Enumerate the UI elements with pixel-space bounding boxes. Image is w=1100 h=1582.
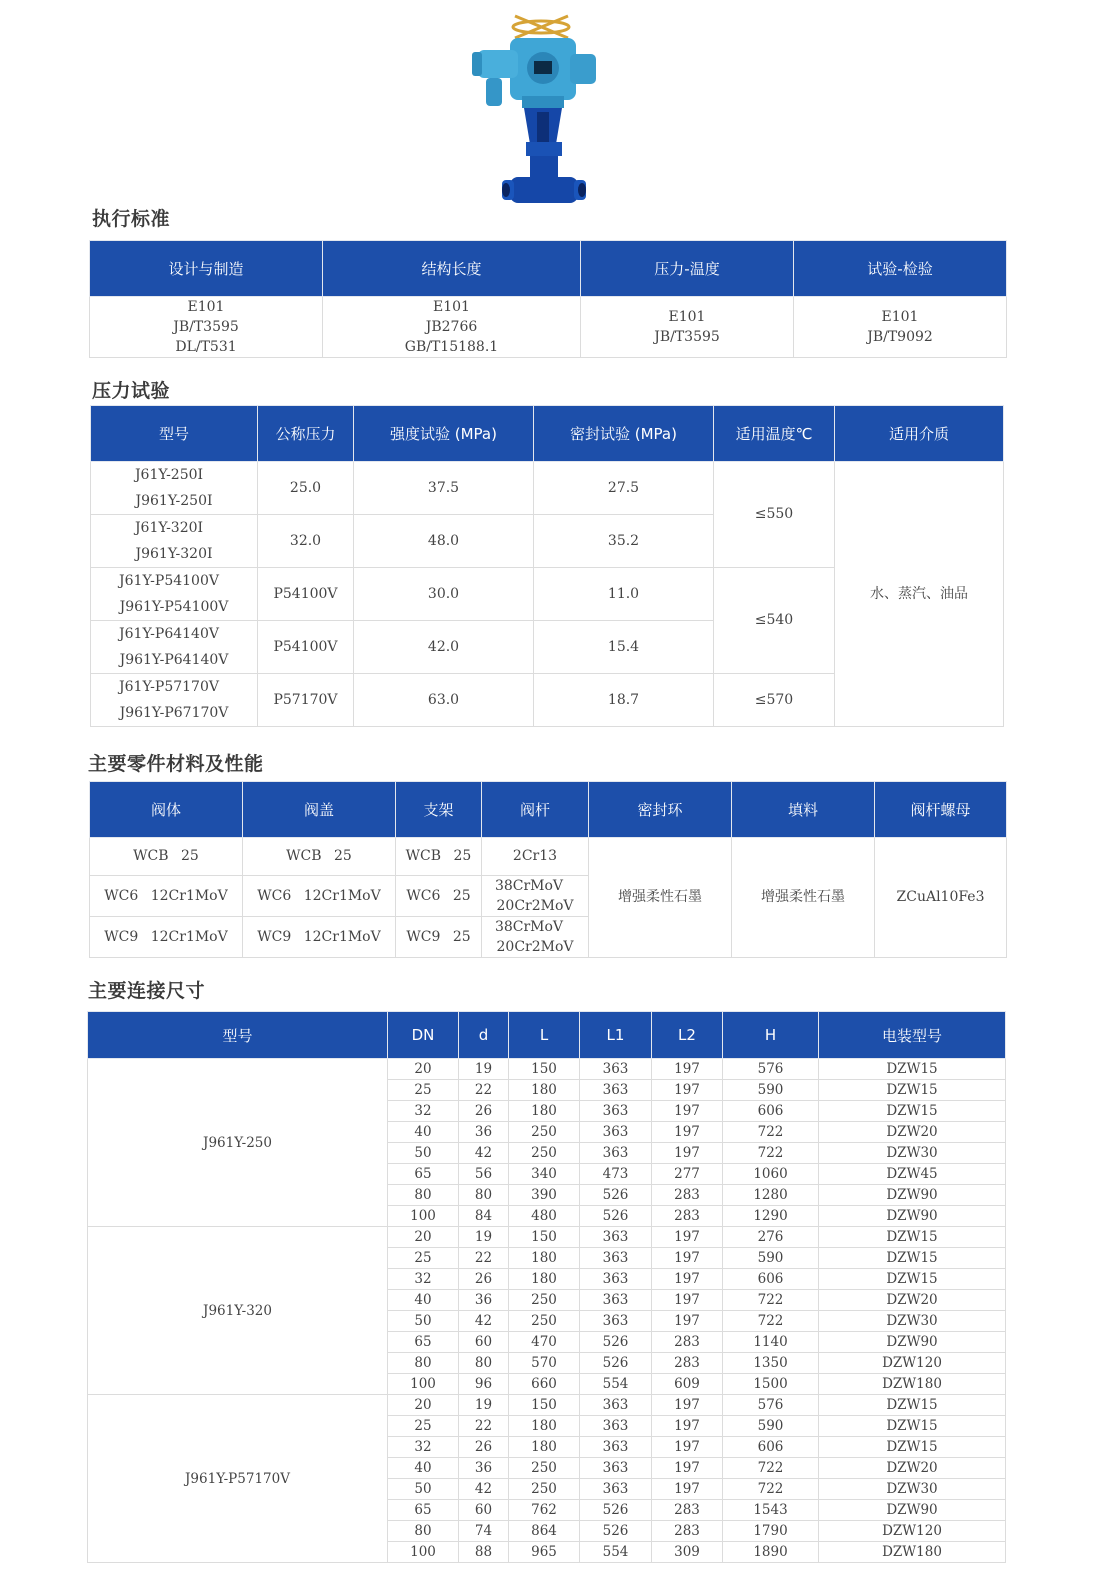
header-pressure-temperature: 压力-温度 xyxy=(581,241,794,297)
l-value: 480 xyxy=(509,1206,580,1227)
l1-value: 363 xyxy=(580,1080,652,1101)
model-name: J61Y-250I xyxy=(134,467,204,483)
stem-material-cell xyxy=(482,876,589,917)
standard-code: JB2766 xyxy=(425,319,478,335)
packing-material: 增强柔性石墨 xyxy=(732,838,875,958)
model-cell xyxy=(91,462,258,515)
header-dn: DN xyxy=(388,1012,459,1059)
h-value: 1290 xyxy=(723,1206,819,1227)
l-value: 180 xyxy=(509,1248,580,1269)
h-value: 1280 xyxy=(723,1185,819,1206)
standard-code: E101 xyxy=(881,309,919,325)
header-strength-test: 强度试验 (MPa) xyxy=(354,406,534,462)
header-actuator-model: 电装型号 xyxy=(819,1012,1006,1059)
d-value: 96 xyxy=(459,1374,509,1395)
l2-value: 309 xyxy=(652,1542,723,1563)
nominal-pressure: P54100V xyxy=(258,568,354,621)
standards-section-title: 执行标准 xyxy=(92,208,171,230)
dn-value: 80 xyxy=(388,1185,459,1206)
h-value: 1890 xyxy=(723,1542,819,1563)
actuator-model: DZW120 xyxy=(819,1353,1006,1374)
l1-value: 526 xyxy=(580,1521,652,1542)
l1-value: 363 xyxy=(580,1143,652,1164)
l2-value: 277 xyxy=(652,1164,723,1185)
temperature-value: ≤570 xyxy=(714,674,835,727)
materials-table xyxy=(89,781,1007,958)
strength-value: 48.0 xyxy=(354,515,534,568)
l2-value: 197 xyxy=(652,1290,723,1311)
d-value: 80 xyxy=(459,1353,509,1374)
h-value: 606 xyxy=(723,1101,819,1122)
l-value: 390 xyxy=(509,1185,580,1206)
nominal-pressure: 32.0 xyxy=(258,515,354,568)
l2-value: 197 xyxy=(652,1395,723,1416)
l1-value: 554 xyxy=(580,1374,652,1395)
d-value: 26 xyxy=(459,1101,509,1122)
l-value: 864 xyxy=(509,1521,580,1542)
actuator-model: DZW15 xyxy=(819,1437,1006,1458)
model-name: J61Y-P64140V xyxy=(119,626,219,642)
l1-value: 526 xyxy=(580,1500,652,1521)
model-cell xyxy=(91,674,258,727)
h-value: 722 xyxy=(723,1458,819,1479)
l-value: 150 xyxy=(509,1227,580,1248)
l-value: 762 xyxy=(509,1500,580,1521)
actuator-model: DZW20 xyxy=(819,1458,1006,1479)
l1-value: 526 xyxy=(580,1332,652,1353)
dn-value: 50 xyxy=(388,1311,459,1332)
strength-value: 63.0 xyxy=(354,674,534,727)
header-temperature: 适用温度℃ xyxy=(714,406,835,462)
l1-value: 363 xyxy=(580,1290,652,1311)
d-value: 60 xyxy=(459,1500,509,1521)
l1-value: 363 xyxy=(580,1269,652,1290)
dn-value: 40 xyxy=(388,1290,459,1311)
h-value: 606 xyxy=(723,1437,819,1458)
dimensions-section-title: 主要连接尺寸 xyxy=(88,980,206,1002)
l-value: 180 xyxy=(509,1269,580,1290)
medium-value: 水、蒸汽、油品 xyxy=(835,462,1004,727)
l2-value: 197 xyxy=(652,1311,723,1332)
model-name: J61Y-320I xyxy=(134,520,204,536)
l1-value: 473 xyxy=(580,1164,652,1185)
dn-value: 100 xyxy=(388,1206,459,1227)
nominal-pressure: P54100V xyxy=(258,621,354,674)
header-bonnet: 阀盖 xyxy=(243,782,396,838)
h-value: 722 xyxy=(723,1479,819,1500)
l1-value: 526 xyxy=(580,1353,652,1374)
seal-value: 18.7 xyxy=(534,674,714,727)
actuator-model: DZW90 xyxy=(819,1332,1006,1353)
seal-value: 11.0 xyxy=(534,568,714,621)
d-value: 36 xyxy=(459,1290,509,1311)
header-design-manufacture: 设计与制造 xyxy=(90,241,323,297)
l-value: 470 xyxy=(509,1332,580,1353)
d-value: 42 xyxy=(459,1143,509,1164)
l1-value: 363 xyxy=(580,1101,652,1122)
standards-table xyxy=(89,240,1007,358)
l-value: 250 xyxy=(509,1479,580,1500)
temperature-value: ≤540 xyxy=(714,568,835,674)
model-name: J961Y-250I xyxy=(135,493,213,509)
d-value: 42 xyxy=(459,1479,509,1500)
standards-cell xyxy=(581,297,794,358)
l-value: 180 xyxy=(509,1101,580,1122)
l1-value: 363 xyxy=(580,1248,652,1269)
h-value: 276 xyxy=(723,1227,819,1248)
dn-value: 40 xyxy=(388,1122,459,1143)
dn-value: 32 xyxy=(388,1437,459,1458)
header-seal-ring: 密封环 xyxy=(589,782,732,838)
d-value: 22 xyxy=(459,1080,509,1101)
actuator-model: DZW15 xyxy=(819,1227,1006,1248)
actuator-model: DZW180 xyxy=(819,1542,1006,1563)
dn-value: 25 xyxy=(388,1080,459,1101)
l-value: 250 xyxy=(509,1311,580,1332)
actuator-model: DZW180 xyxy=(819,1374,1006,1395)
bonnet-material: WC9 12Cr1MoV xyxy=(243,917,396,958)
h-value: 590 xyxy=(723,1080,819,1101)
l1-value: 363 xyxy=(580,1122,652,1143)
h-value: 722 xyxy=(723,1290,819,1311)
standard-code: E101 xyxy=(187,299,225,315)
dimensions-body xyxy=(88,1059,1006,1563)
dn-value: 25 xyxy=(388,1248,459,1269)
dn-value: 20 xyxy=(388,1059,459,1080)
model-name: J961Y-250 xyxy=(88,1059,388,1227)
header-medium: 适用介质 xyxy=(835,406,1004,462)
dn-value: 100 xyxy=(388,1374,459,1395)
actuator-model: DZW15 xyxy=(819,1080,1006,1101)
h-value: 576 xyxy=(723,1395,819,1416)
l-value: 250 xyxy=(509,1458,580,1479)
actuator-model: DZW15 xyxy=(819,1395,1006,1416)
h-value: 1140 xyxy=(723,1332,819,1353)
l2-value: 197 xyxy=(652,1143,723,1164)
standards-cell xyxy=(90,297,323,358)
table-row xyxy=(91,462,1004,515)
l-value: 250 xyxy=(509,1143,580,1164)
header-structure-length: 结构长度 xyxy=(323,241,581,297)
actuator-model: DZW15 xyxy=(819,1269,1006,1290)
l-value: 250 xyxy=(509,1290,580,1311)
l1-value: 363 xyxy=(580,1395,652,1416)
standard-code: JB/T3595 xyxy=(654,329,720,345)
actuator-model: DZW15 xyxy=(819,1059,1006,1080)
l-value: 965 xyxy=(509,1542,580,1563)
dn-value: 65 xyxy=(388,1164,459,1185)
l2-value: 197 xyxy=(652,1122,723,1143)
actuator-model: DZW20 xyxy=(819,1290,1006,1311)
body-material: WCB 25 xyxy=(90,838,243,876)
actuator-model: DZW30 xyxy=(819,1479,1006,1500)
model-name: J961Y-P64140V xyxy=(119,652,229,668)
header-l2: L2 xyxy=(652,1012,723,1059)
d-value: 88 xyxy=(459,1542,509,1563)
l2-value: 197 xyxy=(652,1101,723,1122)
dimensions-table xyxy=(87,1011,1006,1563)
actuator-model: DZW90 xyxy=(819,1206,1006,1227)
standards-cell xyxy=(794,297,1007,358)
l1-value: 363 xyxy=(580,1416,652,1437)
h-value: 1543 xyxy=(723,1500,819,1521)
l-value: 660 xyxy=(509,1374,580,1395)
materials-section-title: 主要零件材料及性能 xyxy=(88,753,264,775)
model-name: J961Y-P54100V xyxy=(119,599,229,615)
d-value: 26 xyxy=(459,1437,509,1458)
actuator-model: DZW90 xyxy=(819,1500,1006,1521)
l1-value: 363 xyxy=(580,1311,652,1332)
l-value: 150 xyxy=(509,1059,580,1080)
nominal-pressure: P57170V xyxy=(258,674,354,727)
temperature-value: ≤550 xyxy=(714,462,835,568)
seal-value: 35.2 xyxy=(534,515,714,568)
l2-value: 197 xyxy=(652,1269,723,1290)
h-value: 1500 xyxy=(723,1374,819,1395)
l2-value: 283 xyxy=(652,1185,723,1206)
d-value: 36 xyxy=(459,1122,509,1143)
body-material: WC9 12Cr1MoV xyxy=(90,917,243,958)
actuator-model: DZW30 xyxy=(819,1143,1006,1164)
stem-material: 38CrMoV xyxy=(494,919,564,935)
d-value: 60 xyxy=(459,1332,509,1353)
l2-value: 197 xyxy=(652,1248,723,1269)
strength-value: 30.0 xyxy=(354,568,534,621)
actuator-model: DZW90 xyxy=(819,1185,1006,1206)
strength-value: 37.5 xyxy=(354,462,534,515)
actuator-model: DZW20 xyxy=(819,1122,1006,1143)
d-value: 19 xyxy=(459,1395,509,1416)
stem-material: 20Cr2MoV xyxy=(496,898,574,914)
actuator-model: DZW45 xyxy=(819,1164,1006,1185)
l1-value: 363 xyxy=(580,1458,652,1479)
d-value: 19 xyxy=(459,1227,509,1248)
l2-value: 197 xyxy=(652,1080,723,1101)
d-value: 56 xyxy=(459,1164,509,1185)
model-name: J61Y-P54100V xyxy=(119,573,219,589)
strength-value: 42.0 xyxy=(354,621,534,674)
h-value: 590 xyxy=(723,1416,819,1437)
h-value: 590 xyxy=(723,1248,819,1269)
table-row xyxy=(90,838,1007,876)
bonnet-material: WC6 12Cr1MoV xyxy=(243,876,396,917)
l2-value: 283 xyxy=(652,1500,723,1521)
seal-ring-material: 增强柔性石墨 xyxy=(589,838,732,958)
stem-material-cell xyxy=(482,917,589,958)
model-name: J961Y-320 xyxy=(88,1227,388,1395)
bonnet-material: WCB 25 xyxy=(243,838,396,876)
model-name: J961Y-320I xyxy=(135,546,213,562)
stem-material: 2Cr13 xyxy=(482,838,589,876)
dn-value: 32 xyxy=(388,1101,459,1122)
l-value: 180 xyxy=(509,1437,580,1458)
nominal-pressure: 25.0 xyxy=(258,462,354,515)
l2-value: 197 xyxy=(652,1458,723,1479)
stem-material: 20Cr2MoV xyxy=(496,939,574,955)
actuator-model: DZW15 xyxy=(819,1248,1006,1269)
l1-value: 554 xyxy=(580,1542,652,1563)
dn-value: 20 xyxy=(388,1227,459,1248)
model-name: J961Y-P57170V xyxy=(88,1395,388,1563)
l2-value: 197 xyxy=(652,1227,723,1248)
dn-value: 40 xyxy=(388,1458,459,1479)
h-value: 722 xyxy=(723,1143,819,1164)
d-value: 22 xyxy=(459,1416,509,1437)
actuator-model: DZW120 xyxy=(819,1521,1006,1542)
h-value: 576 xyxy=(723,1059,819,1080)
standard-code: E101 xyxy=(433,299,470,315)
dn-value: 80 xyxy=(388,1353,459,1374)
h-value: 1790 xyxy=(723,1521,819,1542)
dn-value: 100 xyxy=(388,1542,459,1563)
yoke-material: WC9 25 xyxy=(396,917,482,958)
l2-value: 283 xyxy=(652,1521,723,1542)
l2-value: 283 xyxy=(652,1332,723,1353)
header-model: 型号 xyxy=(88,1012,388,1059)
l-value: 180 xyxy=(509,1416,580,1437)
d-value: 19 xyxy=(459,1059,509,1080)
header-model: 型号 xyxy=(91,406,258,462)
model-name: J961Y-P67170V xyxy=(119,705,229,721)
actuator-model: DZW15 xyxy=(819,1416,1006,1437)
l2-value: 609 xyxy=(652,1374,723,1395)
header-l: L xyxy=(509,1012,580,1059)
header-nominal-pressure: 公称压力 xyxy=(258,406,354,462)
model-cell xyxy=(91,621,258,674)
l2-value: 197 xyxy=(652,1416,723,1437)
header-body: 阀体 xyxy=(90,782,243,838)
seal-value: 27.5 xyxy=(534,462,714,515)
d-value: 36 xyxy=(459,1458,509,1479)
table-row xyxy=(88,1395,1006,1416)
table-row xyxy=(88,1227,1006,1248)
d-value: 26 xyxy=(459,1269,509,1290)
l2-value: 197 xyxy=(652,1059,723,1080)
dn-value: 50 xyxy=(388,1479,459,1500)
l1-value: 526 xyxy=(580,1206,652,1227)
l-value: 570 xyxy=(509,1353,580,1374)
pressure-table xyxy=(90,405,1004,727)
dn-value: 80 xyxy=(388,1521,459,1542)
l-value: 340 xyxy=(509,1164,580,1185)
h-value: 606 xyxy=(723,1269,819,1290)
standard-code: DL/T531 xyxy=(175,339,237,355)
l2-value: 283 xyxy=(652,1206,723,1227)
model-cell xyxy=(91,515,258,568)
model-cell xyxy=(91,568,258,621)
l2-value: 283 xyxy=(652,1353,723,1374)
yoke-material: WCB 25 xyxy=(396,838,482,876)
l1-value: 363 xyxy=(580,1437,652,1458)
l1-value: 363 xyxy=(580,1479,652,1500)
header-l1: L1 xyxy=(580,1012,652,1059)
dn-value: 25 xyxy=(388,1416,459,1437)
body-material: WC6 12Cr1MoV xyxy=(90,876,243,917)
header-d: d xyxy=(459,1012,509,1059)
yoke-material: WC6 25 xyxy=(396,876,482,917)
dn-value: 50 xyxy=(388,1143,459,1164)
header-h: H xyxy=(723,1012,819,1059)
seal-value: 15.4 xyxy=(534,621,714,674)
header-stem-nut: 阀杆螺母 xyxy=(875,782,1007,838)
l-value: 150 xyxy=(509,1395,580,1416)
table-row xyxy=(88,1059,1006,1080)
h-value: 1060 xyxy=(723,1164,819,1185)
dn-value: 65 xyxy=(388,1332,459,1353)
l2-value: 197 xyxy=(652,1437,723,1458)
actuator-model: DZW15 xyxy=(819,1101,1006,1122)
standard-code: JB/T9092 xyxy=(867,329,933,345)
header-seal-test: 密封试验 (MPa) xyxy=(534,406,714,462)
standard-code: GB/T15188.1 xyxy=(404,339,499,355)
standards-cell xyxy=(323,297,581,358)
standard-code: JB/T3595 xyxy=(173,319,239,335)
h-value: 722 xyxy=(723,1122,819,1143)
actuator-model: DZW30 xyxy=(819,1311,1006,1332)
l1-value: 363 xyxy=(580,1227,652,1248)
h-value: 722 xyxy=(723,1311,819,1332)
l1-value: 526 xyxy=(580,1185,652,1206)
l1-value: 363 xyxy=(580,1059,652,1080)
h-value: 1350 xyxy=(723,1353,819,1374)
l-value: 180 xyxy=(509,1080,580,1101)
l-value: 250 xyxy=(509,1122,580,1143)
header-packing: 填料 xyxy=(732,782,875,838)
dn-value: 65 xyxy=(388,1500,459,1521)
l2-value: 197 xyxy=(652,1479,723,1500)
header-yoke: 支架 xyxy=(396,782,482,838)
header-stem: 阀杆 xyxy=(482,782,589,838)
stem-material: 38CrMoV xyxy=(494,878,564,894)
d-value: 84 xyxy=(459,1206,509,1227)
d-value: 74 xyxy=(459,1521,509,1542)
header-test-inspection: 试验-检验 xyxy=(794,241,1007,297)
model-name: J61Y-P57170V xyxy=(119,679,219,695)
dn-value: 20 xyxy=(388,1395,459,1416)
d-value: 42 xyxy=(459,1311,509,1332)
standard-code: E101 xyxy=(668,309,706,325)
pressure-section-title: 压力试验 xyxy=(92,380,171,402)
dn-value: 32 xyxy=(388,1269,459,1290)
valve-product-image xyxy=(470,12,608,212)
stem-nut-material: ZCuAl10Fe3 xyxy=(875,838,1007,958)
d-value: 22 xyxy=(459,1248,509,1269)
d-value: 80 xyxy=(459,1185,509,1206)
